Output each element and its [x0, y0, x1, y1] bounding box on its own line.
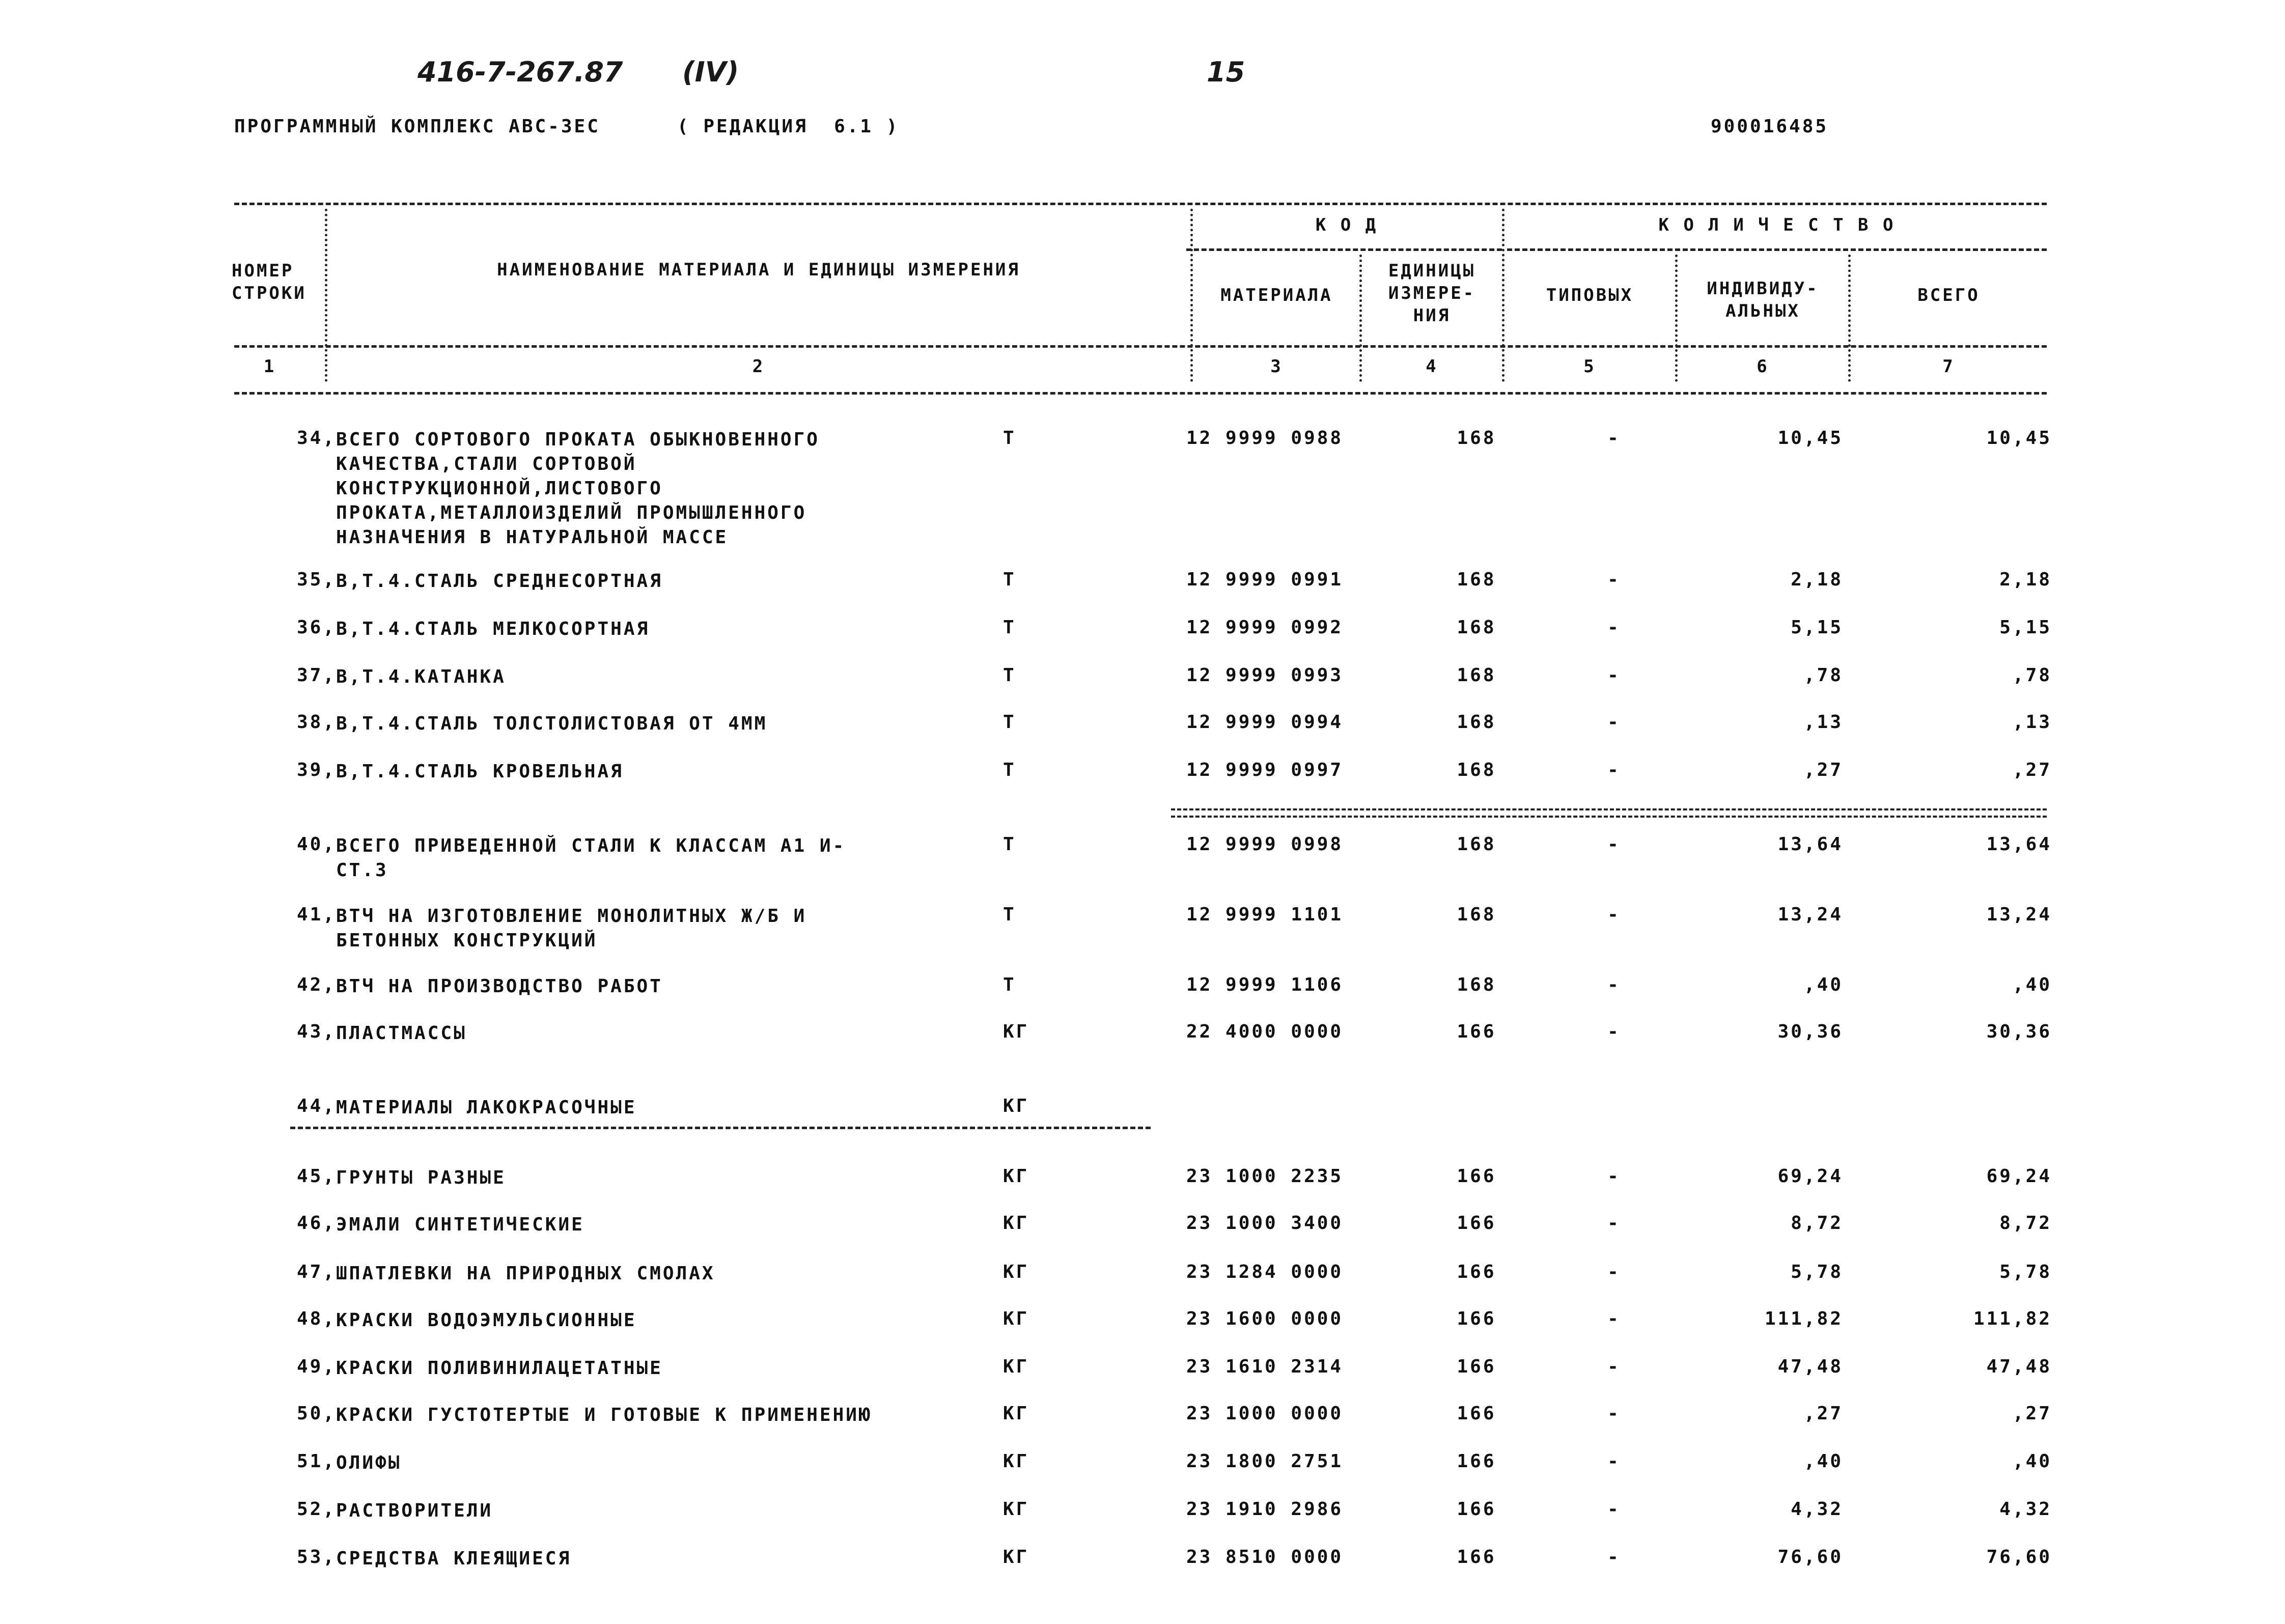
typical-qty: -: [1607, 1262, 1621, 1282]
material-name: В,Т.4.КАТАНКА: [336, 666, 506, 687]
column-header-total: ВСЕГО: [1917, 285, 1980, 305]
row-number: 36,: [296, 617, 336, 638]
total-qty: 4,32: [1999, 1499, 2052, 1520]
row-number: 35,: [296, 569, 336, 590]
typical-qty: -: [1607, 1021, 1621, 1042]
column-header-material: МАТЕРИАЛА: [1220, 285, 1333, 305]
material-code: 23 1000 2235: [1186, 1166, 1344, 1187]
row-number: 53,: [296, 1547, 336, 1567]
typical-qty: -: [1607, 712, 1621, 733]
total-qty: 2,18: [1999, 569, 2052, 590]
individual-qty: ,27: [1803, 760, 1843, 780]
individual-qty: 13,24: [1777, 904, 1843, 925]
row-number: 44,: [296, 1096, 336, 1116]
measure-code: 168: [1457, 665, 1496, 686]
row-number: 34,: [296, 428, 336, 449]
material-name: СРЕДСТВА КЛЕЯЩИЕСЯ: [336, 1548, 572, 1569]
measure-code: 168: [1457, 974, 1496, 995]
material-name: КРАСКИ ПОЛИВИНИЛАЦЕТАТНЫЕ: [336, 1358, 663, 1379]
unit: Т: [1003, 569, 1016, 590]
typical-qty: -: [1607, 834, 1621, 855]
column-header-quantity: К О Л И Ч Е С Т В О: [1658, 215, 1896, 235]
row-number: 40,: [296, 834, 336, 855]
column-number-5: 5: [1583, 356, 1596, 377]
material-code: 23 1284 0000: [1186, 1262, 1344, 1282]
column-number-2: 2: [752, 356, 765, 377]
group-header-rule-code: [1186, 248, 1502, 251]
material-name: ШПАТЛЕВКИ НА ПРИРОДНЫХ СМОЛАХ: [336, 1263, 715, 1284]
row-number: 48,: [296, 1308, 336, 1329]
document-number: 900016485: [1711, 116, 1829, 137]
unit: КГ: [1003, 1166, 1029, 1187]
table-top-rule: [234, 203, 2047, 205]
total-separator-rule: [1171, 808, 2047, 818]
unit: Т: [1003, 665, 1016, 686]
material-name: КРАСКИ ГУСТОТЕРТЫЕ И ГОТОВЫЕ К ПРИМЕНЕНИЮ: [336, 1405, 872, 1425]
column-header-code: К О Д: [1315, 215, 1378, 235]
measure-code: 166: [1457, 1499, 1496, 1520]
column-number-rule: [234, 392, 2047, 395]
program-title: ПРОГРАММНЫЙ КОМПЛЕКС АВС-3ЕС: [234, 116, 600, 137]
row-number: 46,: [296, 1213, 336, 1234]
typical-qty: -: [1607, 1356, 1621, 1377]
unit: КГ: [1003, 1451, 1029, 1472]
measure-code: 168: [1457, 617, 1496, 638]
material-code: 12 9999 1106: [1186, 974, 1344, 995]
total-qty: ,40: [2012, 1451, 2052, 1472]
unit: КГ: [1003, 1308, 1029, 1329]
column-header-name: НАИМЕНОВАНИЕ МАТЕРИАЛА И ЕДИНИЦЫ ИЗМЕРЕНИЯ: [497, 260, 1020, 280]
row-number: 38,: [296, 712, 336, 733]
individual-qty: 4,32: [1791, 1499, 1843, 1520]
measure-code: 166: [1457, 1213, 1496, 1234]
row-number: 51,: [296, 1451, 336, 1472]
column-header-individual: ИНДИВИДУ- АЛЬНЫХ: [1707, 278, 1819, 321]
column-header-unit-measure: ЕДИНИЦЫ ИЗМЕРЕ- НИЯ: [1388, 261, 1476, 326]
measure-code: 166: [1457, 1403, 1496, 1424]
material-name: ВТЧ НА ПРОИЗВОДСТВО РАБОТ: [336, 976, 663, 997]
typical-qty: -: [1607, 1547, 1621, 1567]
unit: КГ: [1003, 1547, 1029, 1567]
individual-qty: 69,24: [1777, 1166, 1843, 1187]
total-qty: 13,24: [1986, 904, 2052, 925]
typical-qty: -: [1607, 1166, 1621, 1187]
material-code: 12 9999 0997: [1186, 760, 1344, 780]
unit: КГ: [1003, 1096, 1029, 1116]
unit: КГ: [1003, 1403, 1029, 1424]
individual-qty: 30,36: [1777, 1021, 1843, 1042]
column-number-6: 6: [1757, 356, 1769, 377]
handwritten-code: 416-7-267.87: [417, 56, 623, 88]
material-name: ОЛИФЫ: [336, 1452, 402, 1473]
header-separator: [325, 209, 327, 382]
material-code: 12 9999 0993: [1186, 665, 1344, 686]
subgroup-underline: [290, 1127, 1151, 1129]
measure-code: 166: [1457, 1547, 1496, 1567]
total-qty: 30,36: [1986, 1021, 2052, 1042]
individual-qty: 5,15: [1791, 617, 1843, 638]
row-number: 50,: [296, 1403, 336, 1424]
individual-qty: 10,45: [1777, 428, 1843, 449]
individual-qty: ,78: [1803, 665, 1843, 686]
material-code: 12 9999 0998: [1186, 834, 1344, 855]
typical-qty: -: [1607, 1403, 1621, 1424]
measure-code: 166: [1457, 1021, 1496, 1042]
unit: Т: [1003, 904, 1016, 925]
unit: КГ: [1003, 1213, 1029, 1234]
material-code: 12 9999 0994: [1186, 712, 1344, 733]
material-code: 22 4000 0000: [1186, 1021, 1344, 1042]
typical-qty: -: [1607, 1499, 1621, 1520]
unit: Т: [1003, 974, 1016, 995]
material-code: 23 1910 2986: [1186, 1499, 1344, 1520]
material-code: 23 1000 0000: [1186, 1403, 1344, 1424]
column-number-4: 4: [1426, 356, 1438, 377]
measure-code: 168: [1457, 904, 1496, 925]
edition-label: ( РЕДАКЦИЯ 6.1 ): [677, 116, 900, 137]
material-name: В,Т.4.СТАЛЬ СРЕДНЕСОРТНАЯ: [336, 571, 663, 592]
material-code: 12 9999 0991: [1186, 569, 1344, 590]
row-number: 43,: [296, 1021, 336, 1042]
typical-qty: -: [1607, 760, 1621, 780]
individual-qty: 8,72: [1791, 1213, 1843, 1234]
total-qty: 8,72: [1999, 1213, 2052, 1234]
unit: Т: [1003, 712, 1016, 733]
material-name: МАТЕРИАЛЫ ЛАКОКРАСОЧНЫЕ: [336, 1097, 637, 1118]
individual-qty: 2,18: [1791, 569, 1843, 590]
unit: КГ: [1003, 1499, 1029, 1520]
typical-qty: -: [1607, 569, 1621, 590]
total-qty: ,27: [2012, 760, 2052, 780]
individual-qty: ,40: [1803, 974, 1843, 995]
material-name: В,Т.4.СТАЛЬ ТОЛСТОЛИСТОВАЯ ОТ 4ММ: [336, 713, 768, 734]
measure-code: 168: [1457, 428, 1496, 449]
row-number: 42,: [296, 974, 336, 995]
total-qty: ,40: [2012, 974, 2052, 995]
group-header-rule-qty: [1507, 248, 2047, 251]
unit: Т: [1003, 428, 1016, 449]
material-code: 23 1800 2751: [1186, 1451, 1344, 1472]
total-qty: 10,45: [1986, 428, 2052, 449]
typical-qty: -: [1607, 1451, 1621, 1472]
individual-qty: 13,64: [1777, 834, 1843, 855]
individual-qty: 76,60: [1777, 1547, 1843, 1567]
column-header-row-number: НОМЕР СТРОКИ: [232, 261, 306, 303]
unit: КГ: [1003, 1356, 1029, 1377]
unit: КГ: [1003, 1021, 1029, 1042]
total-qty: 111,82: [1973, 1308, 2052, 1329]
typical-qty: -: [1607, 1213, 1621, 1234]
row-number: 49,: [296, 1356, 336, 1377]
column-number-7: 7: [1942, 356, 1955, 377]
typical-qty: -: [1607, 428, 1621, 449]
individual-qty: ,40: [1803, 1451, 1843, 1472]
material-code: 12 9999 0988: [1186, 428, 1344, 449]
column-number-3: 3: [1270, 356, 1283, 377]
material-name: ВТЧ НА ИЗГОТОВЛЕНИЕ МОНОЛИТНЫХ Ж/Б И БЕТОННЫХ КОНСТРУКЦИЙ: [336, 906, 807, 951]
total-qty: 69,24: [1986, 1166, 2052, 1187]
material-code: 23 1600 0000: [1186, 1308, 1344, 1329]
material-name: В,Т.4.СТАЛЬ МЕЛКОСОРТНАЯ: [336, 619, 650, 639]
total-qty: 13,64: [1986, 834, 2052, 855]
individual-qty: 47,48: [1777, 1356, 1843, 1377]
unit: КГ: [1003, 1262, 1029, 1282]
column-number-1: 1: [263, 356, 276, 377]
material-name: РАСТВОРИТЕЛИ: [336, 1500, 493, 1521]
material-name: ВСЕГО СОРТОВОГО ПРОКАТА ОБЫКНОВЕННОГО КАЧЕСТВА,СТАЛИ СОРТОВОЙ КОНСТРУКЦИОННОЙ,ЛИСТОВОГО ПРОКАТА,МЕТАЛЛОИЗДЕЛИЙ ПРОМЫШЛЕННОГО НАЗНАЧЕНИЯ В НАТУРАЛЬНОЙ МАССЕ: [336, 429, 820, 548]
material-code: 23 1000 3400: [1186, 1213, 1344, 1234]
unit: Т: [1003, 760, 1016, 780]
unit: Т: [1003, 617, 1016, 638]
measure-code: 166: [1457, 1262, 1496, 1282]
measure-code: 166: [1457, 1166, 1496, 1187]
row-number: 41,: [296, 904, 336, 925]
typical-qty: -: [1607, 1308, 1621, 1329]
measure-code: 166: [1457, 1356, 1496, 1377]
row-number: 47,: [296, 1262, 336, 1282]
row-number: 39,: [296, 760, 336, 780]
total-qty: ,13: [2012, 712, 2052, 733]
row-number: 52,: [296, 1499, 336, 1520]
individual-qty: ,13: [1803, 712, 1843, 733]
material-code: 12 9999 0992: [1186, 617, 1344, 638]
measure-code: 166: [1457, 1451, 1496, 1472]
total-qty: 5,78: [1999, 1262, 2052, 1282]
unit: Т: [1003, 834, 1016, 855]
material-name: ПЛАСТМАССЫ: [336, 1023, 467, 1044]
individual-qty: ,27: [1803, 1403, 1843, 1424]
row-number: 37,: [296, 665, 336, 686]
measure-code: 168: [1457, 712, 1496, 733]
measure-code: 168: [1457, 569, 1496, 590]
material-code: 23 1610 2314: [1186, 1356, 1344, 1377]
handwritten-page-number: 15: [1207, 56, 1245, 88]
material-name: ЭМАЛИ СИНТЕТИЧЕСКИЕ: [336, 1214, 584, 1235]
handwritten-volume: (IV): [682, 56, 739, 88]
total-qty: 76,60: [1986, 1547, 2052, 1567]
total-qty: ,78: [2012, 665, 2052, 686]
row-number: 45,: [296, 1166, 336, 1187]
measure-code: 166: [1457, 1308, 1496, 1329]
material-name: ГРУНТЫ РАЗНЫЕ: [336, 1167, 506, 1188]
total-qty: 47,48: [1986, 1356, 2052, 1377]
total-qty: ,27: [2012, 1403, 2052, 1424]
column-header-typical: ТИПОВЫХ: [1546, 285, 1634, 305]
material-name: КРАСКИ ВОДОЭМУЛЬСИОННЫЕ: [336, 1310, 637, 1331]
individual-qty: 111,82: [1764, 1308, 1843, 1329]
typical-qty: -: [1607, 974, 1621, 995]
material-name: ВСЕГО ПРИВЕДЕННОЙ СТАЛИ К КЛАССАМ А1 И- СТ.3: [336, 835, 846, 881]
total-qty: 5,15: [1999, 617, 2052, 638]
individual-qty: 5,78: [1791, 1262, 1843, 1282]
typical-qty: -: [1607, 665, 1621, 686]
material-name: В,Т.4.СТАЛЬ КРОВЕЛЬНАЯ: [336, 761, 624, 782]
measure-code: 168: [1457, 760, 1496, 780]
measure-code: 168: [1457, 834, 1496, 855]
typical-qty: -: [1607, 617, 1621, 638]
column-header-rule: [234, 345, 2047, 348]
typical-qty: -: [1607, 904, 1621, 925]
material-code: 12 9999 1101: [1186, 904, 1344, 925]
material-code: 23 8510 0000: [1186, 1547, 1344, 1567]
